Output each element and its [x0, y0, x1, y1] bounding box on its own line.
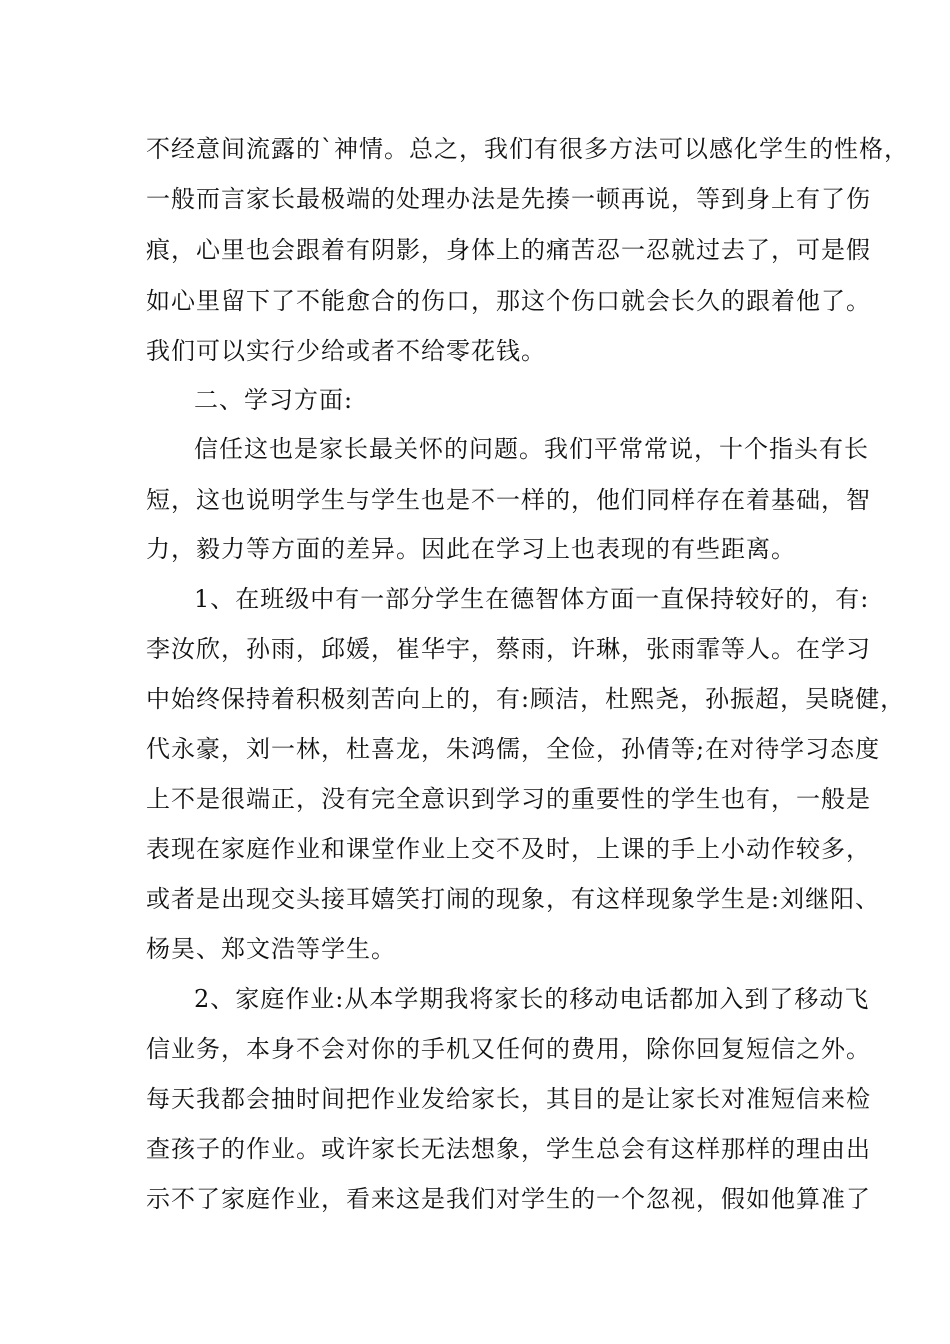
body-text-line: 一般而言家长最极端的处理办法是先揍一顿再说，等到身上有了伤 [146, 185, 871, 213]
body-text-line: 中始终保持着积极刻苦向上的，有:顾洁，杜熙尧，孙振超，吴晓健， [146, 685, 906, 713]
body-text-line: 查孩子的作业。或许家长无法想象，学生总会有这样那样的理由出 [146, 1135, 871, 1163]
body-text-line: 每天我都会抽时间把作业发给家长，其目的是让家长对准短信来检 [146, 1085, 871, 1113]
body-text-line: 杨昊、郑文浩等学生。 [146, 935, 396, 963]
body-text-line: 表现在家庭作业和课堂作业上交不及时，上课的手上小动作较多， [146, 835, 871, 863]
body-text-line: 我们可以实行少给或者不给零花钱。 [146, 337, 546, 365]
body-text-line: 不经意间流露的`神情。总之，我们有很多方法可以感化学生的性格， [146, 135, 909, 163]
body-text-line: 示不了家庭作业，看来这是我们对学生的一个忽视，假如他算准了 [146, 1185, 871, 1213]
body-text-line: 1、在班级中有一部分学生在德智体方面一直保持较好的，有: [194, 585, 870, 613]
body-text-line: 力，毅力等方面的差异。因此在学习上也表现的有些距离。 [146, 535, 796, 563]
body-text-line: 代永豪，刘一林，杜喜龙，朱鸿儒，全俭，孙倩等;在对待学习态度 [146, 735, 881, 763]
body-text-line: 痕，心里也会跟着有阴影，身体上的痛苦忍一忍就过去了，可是假 [146, 236, 871, 264]
body-text-line: 短，这也说明学生与学生也是不一样的，他们同样存在着基础，智 [146, 486, 871, 514]
body-text-line: 如心里留下了不能愈合的伤口，那这个伤口就会长久的跟着他了。 [146, 287, 871, 315]
section-heading: 二、学习方面: [194, 386, 354, 414]
body-text-line: 李汝欣，孙雨，邱媛，崔华宇，蔡雨，许琳，张雨霏等人。在学习 [146, 635, 871, 663]
body-text-line: 或者是出现交头接耳嬉笑打闹的现象，有这样现象学生是:刘继阳、 [146, 885, 881, 913]
body-text-line: 信任这也是家长最关怀的问题。我们平常常说，十个指头有长 [194, 435, 869, 463]
body-text-line: 2、家庭作业:从本学期我将家长的移动电话都加入到了移动飞 [194, 985, 870, 1013]
body-text-line: 上不是很端正，没有完全意识到学习的重要性的学生也有，一般是 [146, 785, 871, 813]
body-text-line: 信业务，本身不会对你的手机又任何的费用，除你回复短信之外。 [146, 1035, 871, 1063]
